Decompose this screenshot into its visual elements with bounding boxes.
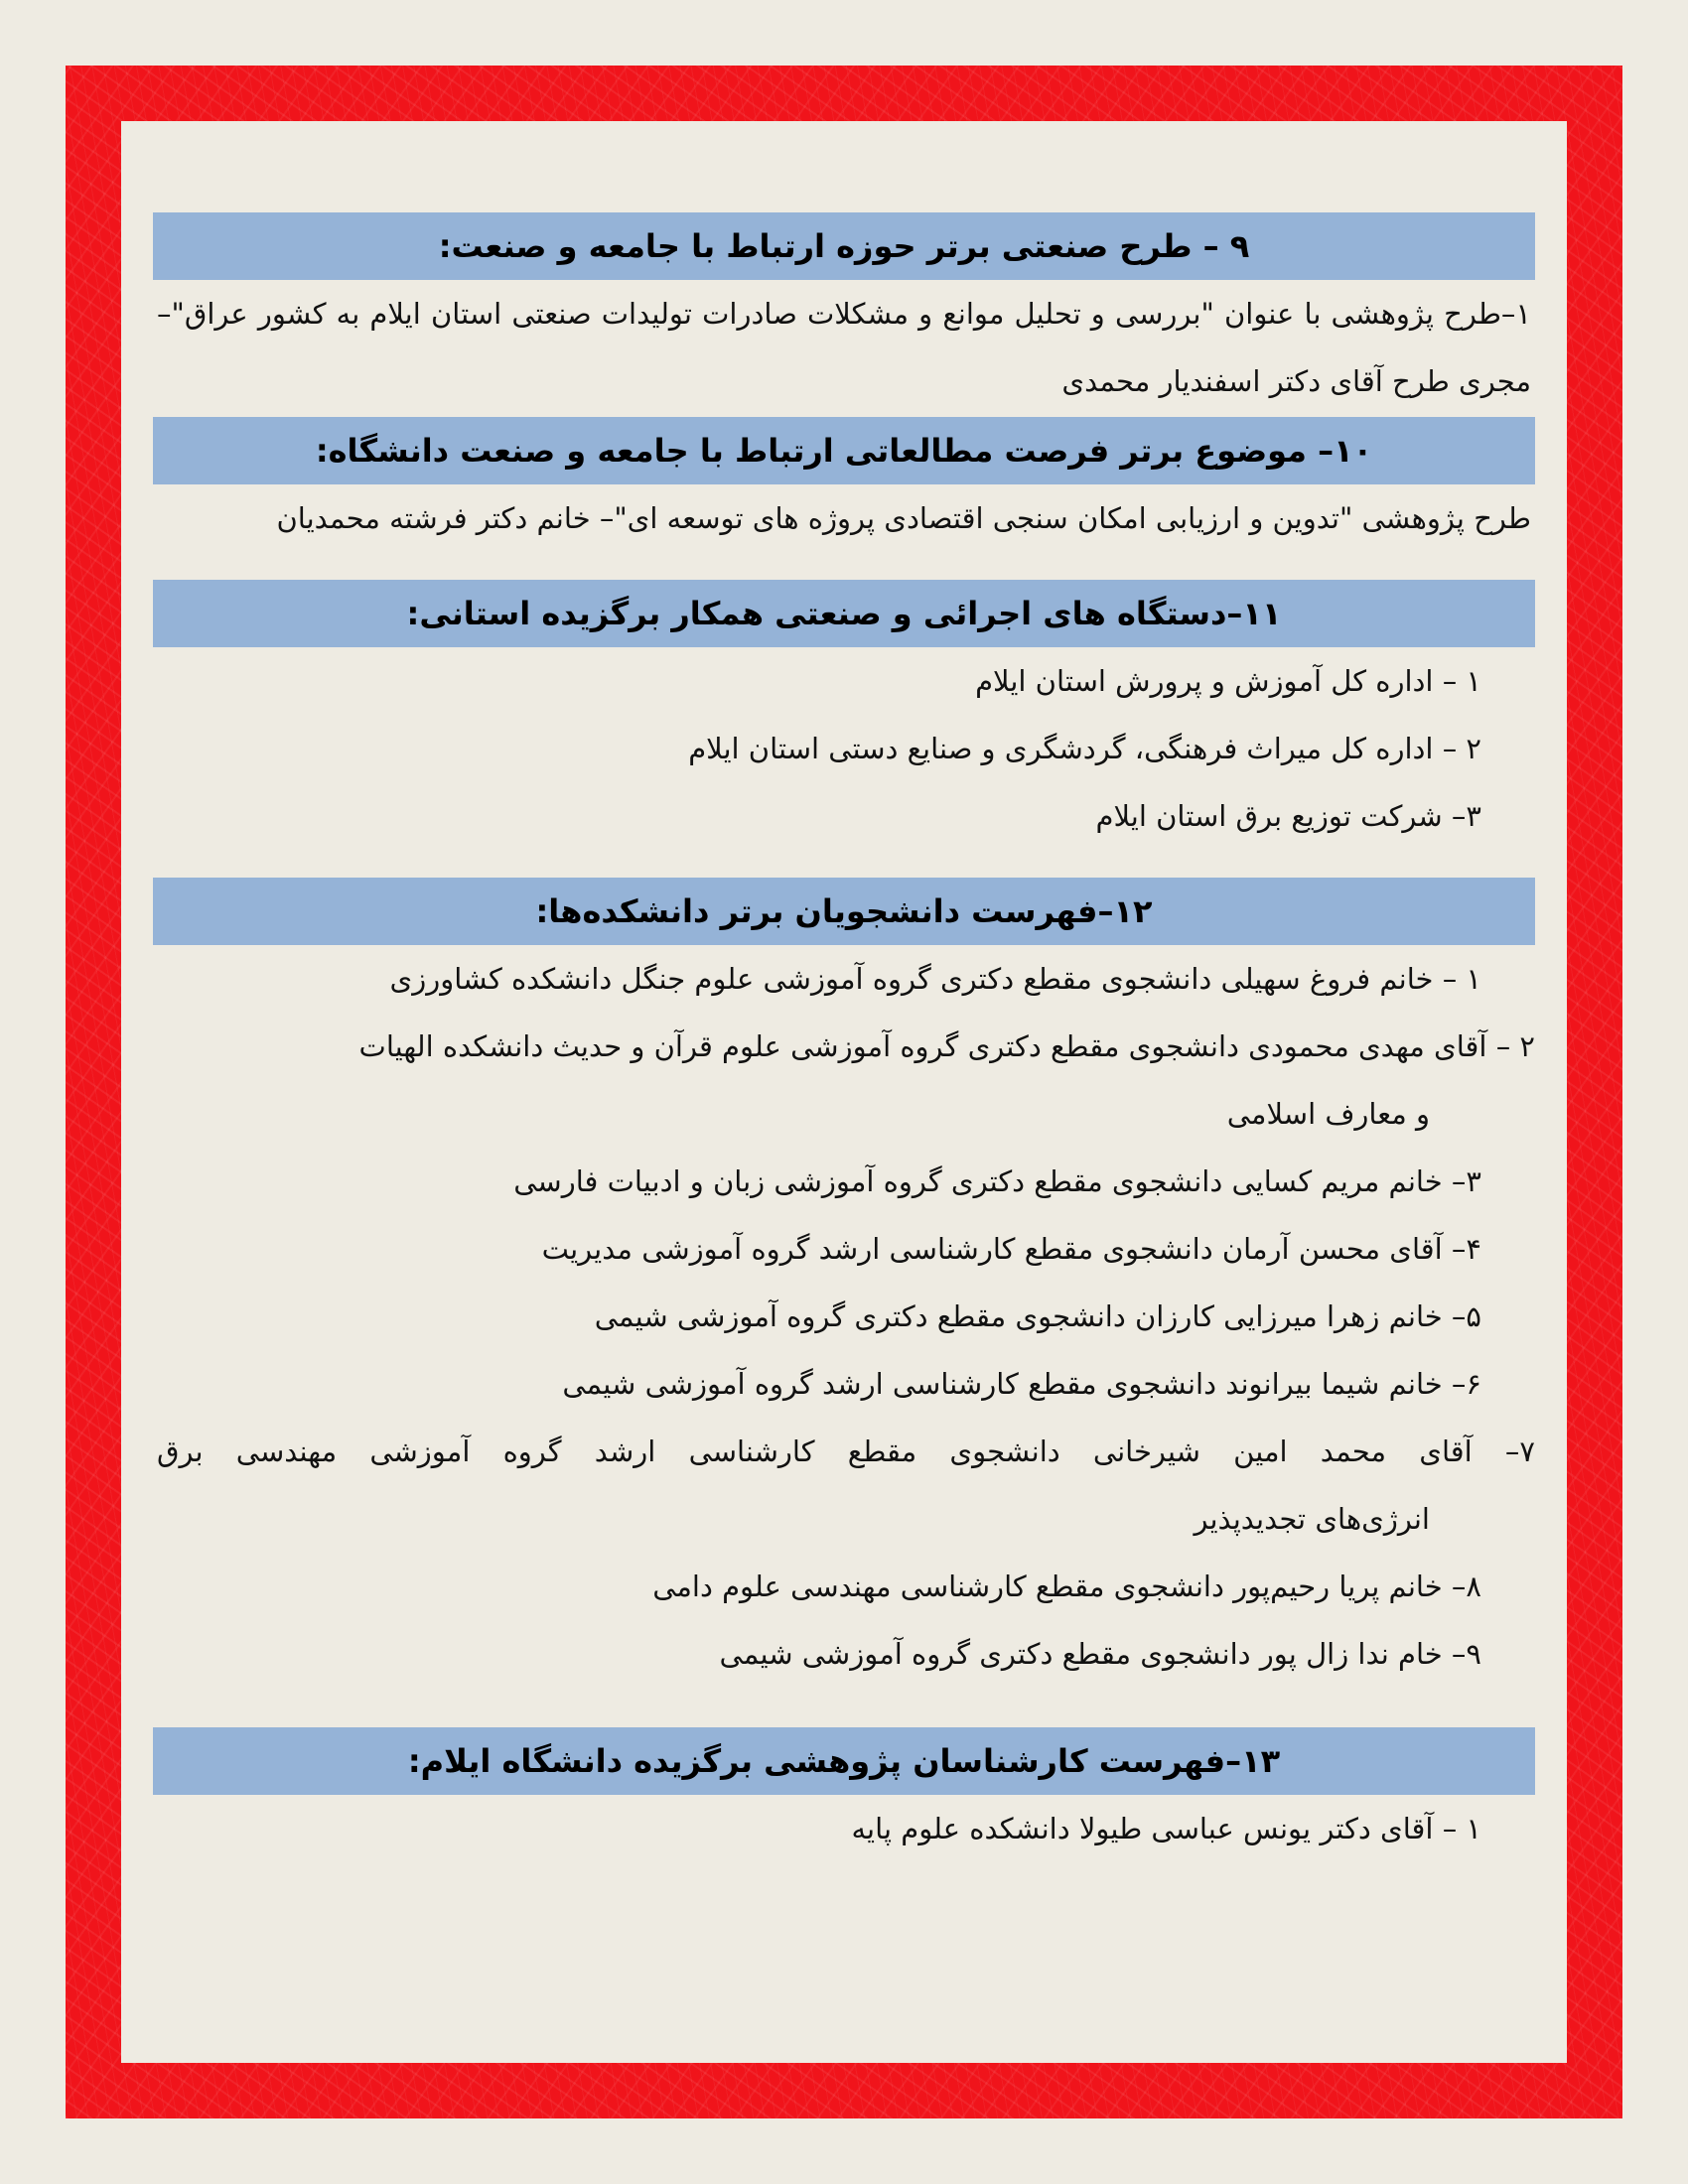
list-item: ۶– خانم شیما بیرانوند دانشجوی مقطع کارشناسی ارشد گروه آموزشی شیمی (562, 1367, 1481, 1401)
list-item: ۹– خام ندا زال پور دانشجوی مقطع دکتری گروه آموزشی شیمی (719, 1637, 1481, 1671)
section-9-heading: ۹ – طرح صنعتی برتر حوزه ارتباط با جامعه و صنعت: (153, 212, 1535, 280)
section-9-text: ۱–طرح پژوهشی با عنوان "بررسی و تحلیل موانع و مشکلات صادرات تولیدات صنعتی استان ایلام به کشور عراق"– مجری طرح آقای دکتر اسفندیار محمدی (157, 297, 1531, 398)
section-10-heading: ۱۰– موضوع برتر فرصت مطالعاتی ارتباط با جامعه و صنعت دانشگاه: (153, 417, 1535, 484)
list-item-continuation: انرژی‌های تجدیدپذیر (1194, 1502, 1430, 1536)
list-item: ۱ – خانم فروغ سهیلی دانشجوی مقطع دکتری گروه آموزشی علوم جنگل دانشکده کشاورزی (389, 962, 1481, 996)
document-content (153, 212, 1535, 1862)
list-item: ۵– خانم زهرا میرزایی کارزان دانشجوی مقطع دکتری گروه آموزشی شیمی (594, 1299, 1481, 1333)
list-item: ۴– آقای محسن آرمان دانشجوی مقطع کارشناسی ارشد گروه آموزشی مدیریت (541, 1232, 1481, 1266)
section-13-heading: ۱۳–فهرست کارشناسان پژوهشی برگزیده دانشگاه ایلام: (153, 1727, 1535, 1795)
section-12-heading: ۱۲–فهرست دانشجویان برتر دانشکده‌ها: (153, 878, 1535, 945)
page (121, 121, 1567, 2063)
section-11-heading: ۱۱–دستگاه های اجرائی و صنعتی همکار برگزیده استانی: (153, 580, 1535, 647)
section-10-text: طرح پژوهشی "تدوین و ارزیابی امکان سنجی اقتصادی پروژه های توسعه ای"– خانم دکتر فرشته محمدیان (276, 501, 1531, 535)
list-item-continuation: و معارف اسلامی (1226, 1097, 1430, 1131)
list-item: ۲ – آقای مهدی محمودی دانشجوی مقطع دکتری گروه آموزشی علوم قرآن و حدیث دانشکده الهیات (358, 1029, 1535, 1063)
list-item: ۳– خانم مریم کسایی دانشجوی مقطع دکتری گروه آموزشی زبان و ادبیات فارسی (513, 1164, 1481, 1198)
section-11-list (153, 647, 1535, 850)
list-item: ۷– آقای محمد امین شیرخانی دانشجوی مقطع کارشناسی ارشد گروه آموزشی مهندسی برق (157, 1434, 1535, 1468)
section-12-list (153, 945, 1535, 1688)
list-item: ۸– خانم پریا رحیم‌پور دانشجوی مقطع کارشناسی مهندسی علوم دامی (652, 1570, 1481, 1603)
list-item: ۱ – اداره کل آموزش و پرورش استان ایلام (975, 664, 1481, 698)
list-item: ۱ – آقای دکتر یونس عباسی طیولا دانشکده علوم پایه (851, 1812, 1481, 1845)
list-item: ۲ – اداره کل میراث فرهنگی، گردشگری و صنایع دستی استان ایلام (688, 732, 1481, 765)
list-item: ۳– شرکت توزیع برق استان ایلام (1095, 799, 1481, 833)
section-13-list (153, 1795, 1535, 1862)
